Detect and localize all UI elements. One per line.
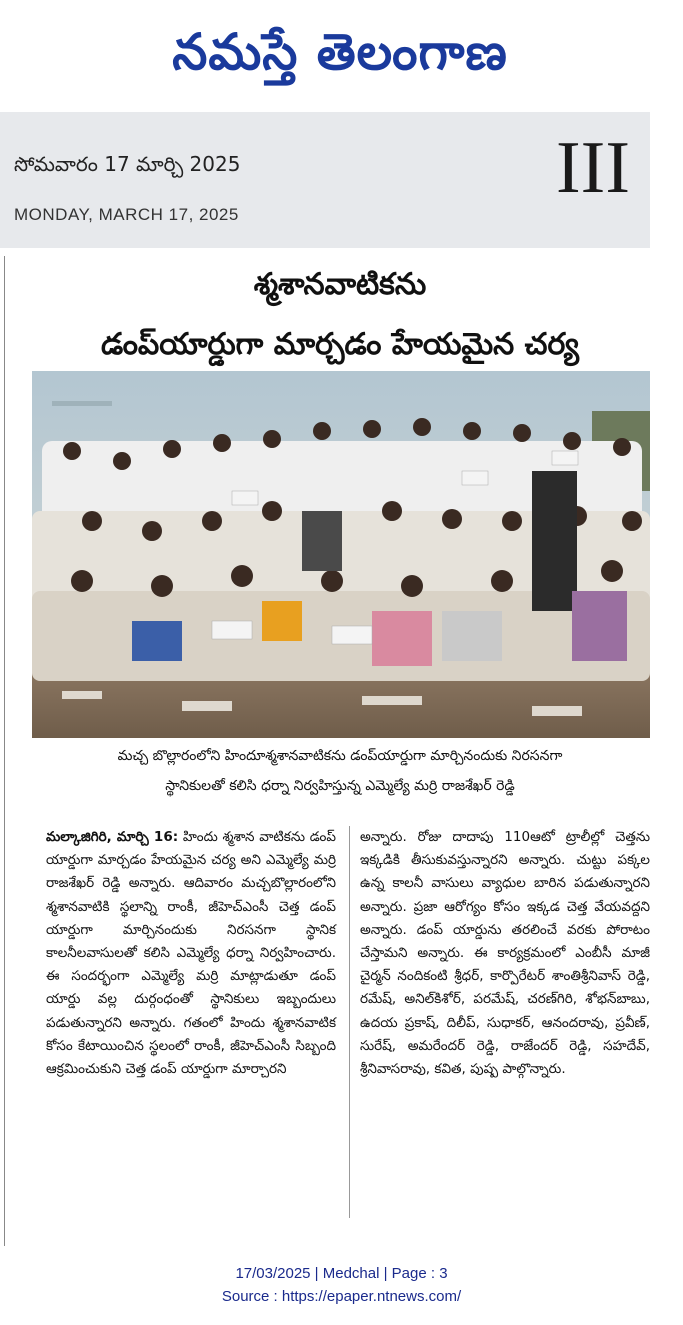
article-dateline: మల్కాజిగిరి, మార్చి 16:	[46, 829, 179, 845]
page-number-roman: III	[556, 127, 630, 209]
newspaper-logo: నమస్తే తెలంగాణ	[172, 23, 508, 81]
headline-line-2: డంప్‌యార్డుగా మార్చడం హేయమైన చర్య	[100, 327, 580, 362]
article-body-left: హిందు శ్మశాన వాటికను డంప్ యార్డుగా మార్చడం హేయమైన చర్య అని ఎమ్మెల్యే మర్రి రాజశేఖర్ రెడ్డి అన్నారు. ఆదివారం మచ్చబొల్లారంలోని శ్మశానవాటికి స్థలాన్ని రాంకీ, జీహెచ్‌ఎంసీ చెత్త డంప్ యార్డుగా మార్చినందుకు నిరసనగా స్థానిక కాలనీలవాసులతో కలిసి ఎమ్మెల్యే ధర్నా నిర్వహించారు. ఈ సందర్భంగా ఎమ్మెల్యే మర్రి మాట్లాడుతూ డంప్ యార్డు వల్ల దుర్గంధంతో స్థానికులు ఇబ్బందులు పడుతున్నారని అన్నారు. గతంలో హిందు శ్మశానవాటిక కోసం కేటాయించిన స్థలంలో రాంకీ, జీహెచ్‌ఎంసీ సిబ్బంది ఆక్రమించుకుని చెత్త డంప్ యార్డుగా మార్చారని	[46, 829, 336, 1078]
article-column-left	[46, 826, 336, 1081]
footer-page-info: 17/03/2025 | Medchal | Page : 3	[235, 1265, 448, 1282]
photo-caption-line-2: స్థానికులతో కలిసి ధర్నా నిర్వహిస్తున్న ఎమ్మెల్యే మర్రి రాజశేఖర్ రెడ్డి	[165, 778, 515, 794]
headline-line-1: శ్మశానవాటికను	[253, 267, 427, 302]
masthead	[0, 0, 683, 110]
column-divider	[349, 826, 350, 1218]
english-date: MONDAY, MARCH 17, 2025	[14, 205, 239, 224]
article-body-right: అన్నారు. రోజు దాదాపు 110ఆటో ట్రాలీల్లో చెత్తను ఇక్కడికి తీసుకువస్తున్నారని అన్నారు. చుట్టు పక్కల ఉన్న కాలనీ వాసులు వ్యాధుల బారిన పడుతున్నారని అన్నారు. ప్రజా ఆరోగ్యం కోసం ఇక్కడ చెత్త వేయవద్దని అన్నారు. డంప్ యార్డును తరలించే వరకు పోరాటం చేస్తామని అన్నారు. ఈ కార్యక్రమంలో ఎంబీసీ మాజీ చైర్మన్ నందికంటి శ్రీధర్, కార్పొరేటర్ శాంతిశ్రీనివాస్ రెడ్డి, రమేష్, అనిల్‌కిశోర్, పరమేష్, చరణ్‌గిరి, శోభన్‌బాబు, ఉదయ ప్రకాష్, దిలీప్, సుధాకర్, ఆనందరావు, ప్రవీణ్, సురేష్, అమరేందర్ రెడ్డి, రాజేందర్ రెడ్డి, సహదేవ్, శ్రీనివాసరావు, కవిత, పుష్ప పాల్గొన్నారు.	[360, 829, 650, 1078]
article-column-right	[360, 826, 650, 1081]
left-margin-rule	[4, 256, 5, 1246]
photo-caption-line-1: మచ్చ బొల్లారంలోని హిందూశ్మశానవాటికను డంప్‌యార్డుగా మార్చినందుకు నిరసనగా	[117, 748, 563, 764]
telugu-date: సోమవారం 17 మార్చి 2025	[14, 152, 241, 176]
protest-crowd-photo	[32, 371, 650, 738]
footer-source-link[interactable]: Source : https://epaper.ntnews.com/	[221, 1288, 462, 1305]
